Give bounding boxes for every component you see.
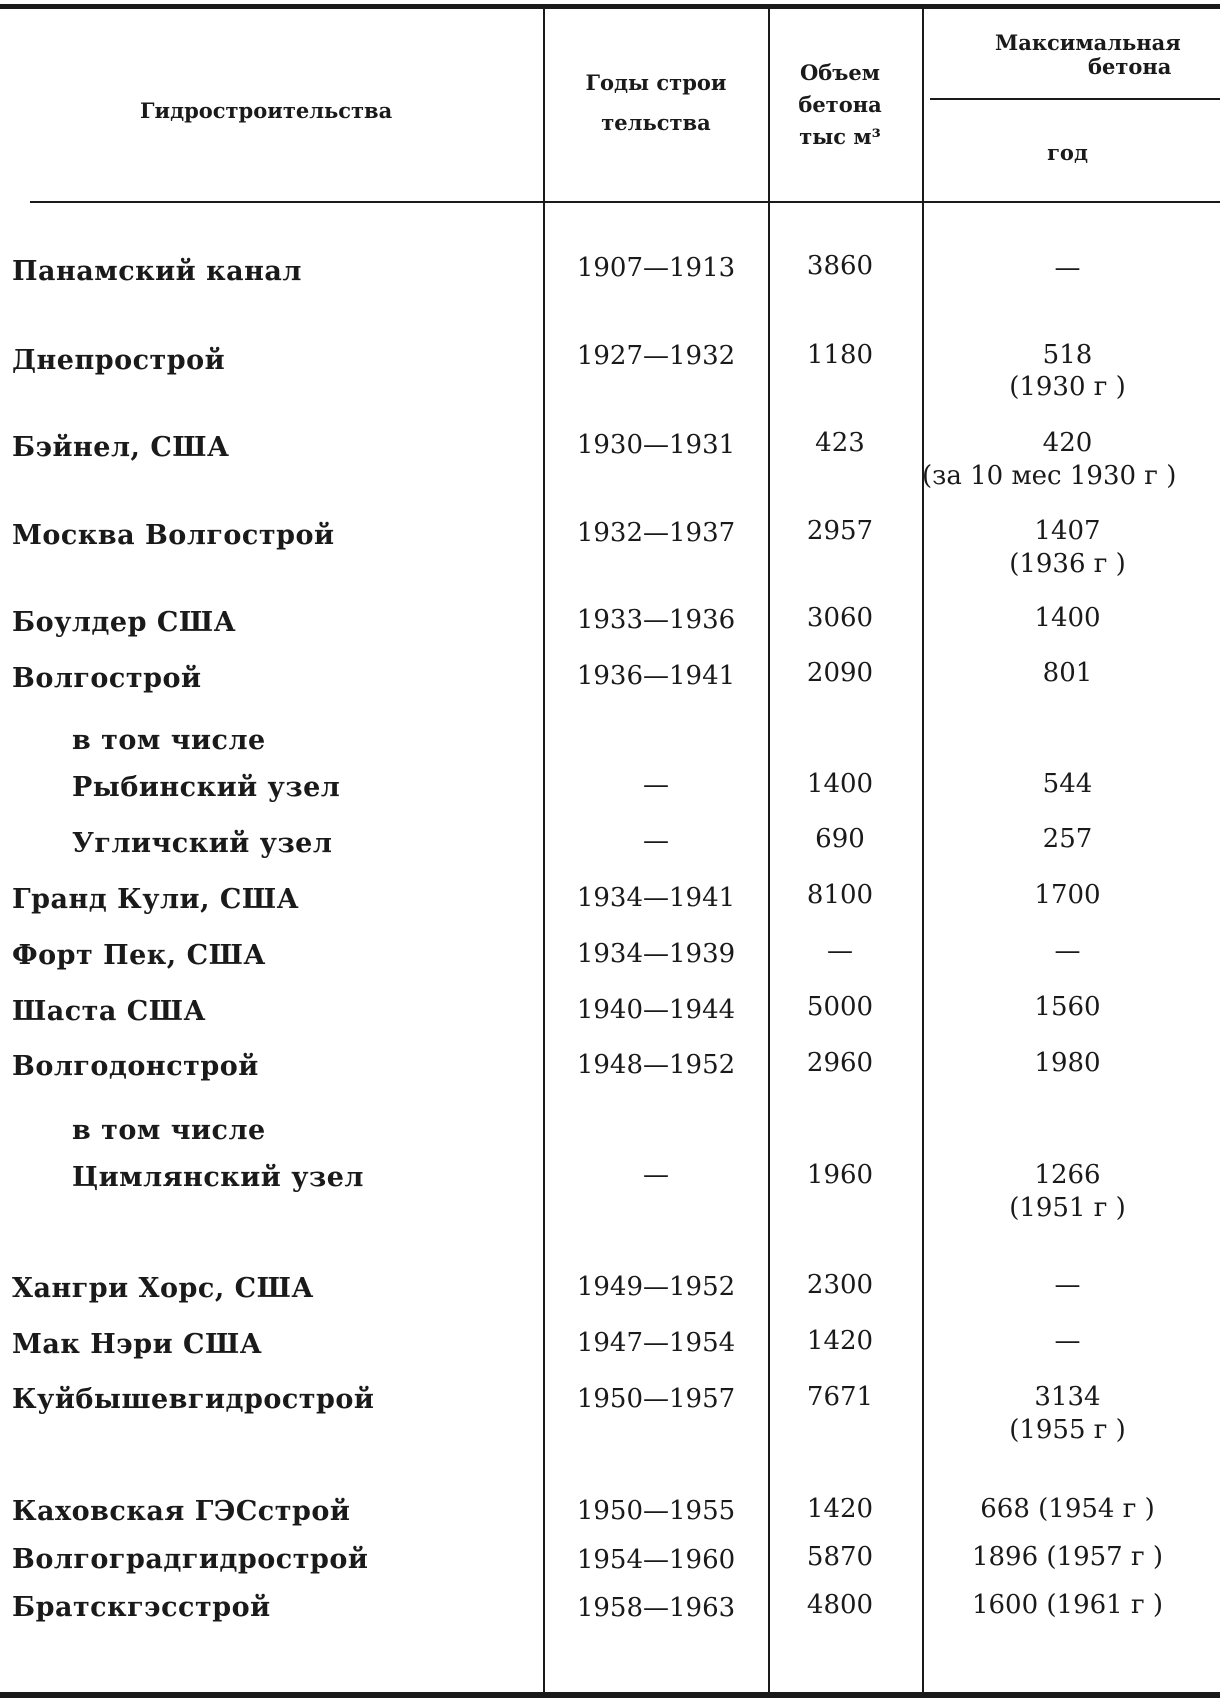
row-name: Угличский узел [72, 828, 333, 859]
row-max: 544 [1042, 769, 1093, 799]
row-max-note: (1955 г ) [1009, 1415, 1126, 1445]
row-max: — [1054, 253, 1081, 283]
bottom-border [0, 1692, 1220, 1698]
row-years: 1927—1932 [576, 341, 736, 371]
row-volume: 2960 [806, 1048, 874, 1078]
row-volume: 5870 [806, 1542, 874, 1572]
row-name: Волгострой [12, 663, 202, 694]
header-col2-line2: тельства [601, 110, 711, 135]
row-name: Шаста США [12, 996, 207, 1027]
row-years: 1948—1952 [576, 1050, 736, 1080]
row-max: 1896 (1957 г ) [971, 1542, 1164, 1572]
row-name: Братскгэсстрой [12, 1592, 271, 1623]
row-name: Гранд Кули, США [12, 884, 300, 915]
row-volume: — [827, 936, 853, 966]
header-col3-line1: Объем [799, 60, 880, 85]
row-years: 1950—1957 [576, 1384, 736, 1414]
row-max-note: (за 10 мес 1930 г ) [922, 461, 1177, 491]
row-volume: 690 [815, 824, 865, 854]
row-max: 801 [1042, 658, 1093, 688]
row-name: Волгодонстрой [12, 1051, 259, 1082]
row-max-note: (1930 г ) [1009, 372, 1126, 402]
header-col2-line1: Годы строи [585, 70, 727, 95]
row-name: в том числе [72, 1115, 266, 1146]
row-volume: 4800 [806, 1590, 874, 1620]
row-years: 1933—1936 [576, 605, 736, 635]
row-years: 1940—1944 [576, 995, 736, 1025]
row-max: 1700 [1034, 880, 1101, 910]
row-name: Панамский канал [12, 256, 302, 287]
row-name: Бэйнел, США [12, 432, 230, 463]
row-name: Боулдер США [12, 607, 237, 638]
row-name: Цимлянский узел [72, 1162, 364, 1193]
header-col3-line2: бетона [798, 92, 882, 117]
row-name: Куйбышевгидрострой [12, 1384, 375, 1415]
row-volume: 1400 [806, 769, 874, 799]
row-name: Хангри Хорс, США [12, 1273, 314, 1304]
row-years: 1958—1963 [576, 1593, 736, 1623]
header-col4-line2: бетона [1088, 54, 1172, 79]
row-volume: 2090 [806, 658, 874, 688]
row-volume: 1960 [806, 1160, 874, 1190]
row-max: — [1054, 1326, 1081, 1356]
header-col4-line1: Максимальная [995, 30, 1181, 55]
row-max: 1560 [1034, 992, 1101, 1022]
header-col1: Гидростроительства [140, 98, 393, 123]
row-years: — [643, 826, 669, 856]
header-sub-rule [930, 98, 1220, 100]
row-years: 1949—1952 [576, 1272, 736, 1302]
row-years: 1934—1941 [576, 883, 736, 913]
row-max: 668 (1954 г ) [980, 1494, 1155, 1524]
row-volume: 2300 [806, 1270, 874, 1300]
row-name: в том числе [72, 725, 266, 756]
row-volume: 2957 [806, 516, 874, 546]
row-name: Форт Пек, США [12, 940, 266, 971]
row-max: 1980 [1034, 1048, 1101, 1078]
top-border [0, 4, 1220, 9]
row-years: — [643, 1160, 669, 1190]
row-years: — [643, 770, 669, 800]
row-name: Мак Нэри США [12, 1329, 263, 1360]
row-max: 518 [1042, 340, 1093, 370]
row-volume: 423 [815, 428, 865, 458]
row-max: 1600 (1961 г ) [971, 1590, 1164, 1620]
row-years: 1947—1954 [576, 1328, 736, 1358]
row-max: 420 [1042, 428, 1093, 458]
row-volume: 7671 [806, 1382, 874, 1412]
row-volume: 3060 [806, 603, 874, 633]
row-volume: 1420 [806, 1326, 874, 1356]
row-years: 1954—1960 [576, 1545, 736, 1575]
row-name: Каховская ГЭСстрой [12, 1496, 351, 1527]
row-years: 1932—1937 [576, 518, 736, 548]
row-name: Рыбинский узел [72, 772, 341, 803]
row-volume: 5000 [806, 992, 874, 1022]
row-years: 1936—1941 [576, 661, 736, 691]
row-max-note: (1951 г ) [1009, 1193, 1126, 1223]
row-max: 1407 [1034, 516, 1101, 546]
row-max: 3134 [1034, 1382, 1101, 1412]
row-years: 1930—1931 [576, 430, 736, 460]
row-name: Днепрострой [12, 345, 226, 376]
row-years: 1950—1955 [576, 1496, 736, 1526]
row-max-note: (1936 г ) [1009, 549, 1126, 579]
row-years: 1907—1913 [576, 253, 736, 283]
row-volume: 1420 [806, 1494, 874, 1524]
row-volume: 3860 [806, 251, 874, 281]
header-col4-sub: год [1047, 140, 1088, 165]
row-max: — [1054, 936, 1081, 966]
row-max: 1400 [1034, 603, 1101, 633]
row-max: — [1054, 1270, 1081, 1300]
row-max: 257 [1042, 824, 1093, 854]
row-years: 1934—1939 [576, 939, 736, 969]
row-max: 1266 [1034, 1160, 1101, 1190]
row-name: Волгоградгидрострой [12, 1544, 369, 1575]
header-bottom-rule [30, 201, 1220, 203]
row-volume: 8100 [806, 880, 874, 910]
row-name: Москва Волгострой [12, 520, 335, 551]
row-volume: 1180 [806, 340, 874, 370]
header-col3-line3: тыс м³ [799, 124, 881, 149]
